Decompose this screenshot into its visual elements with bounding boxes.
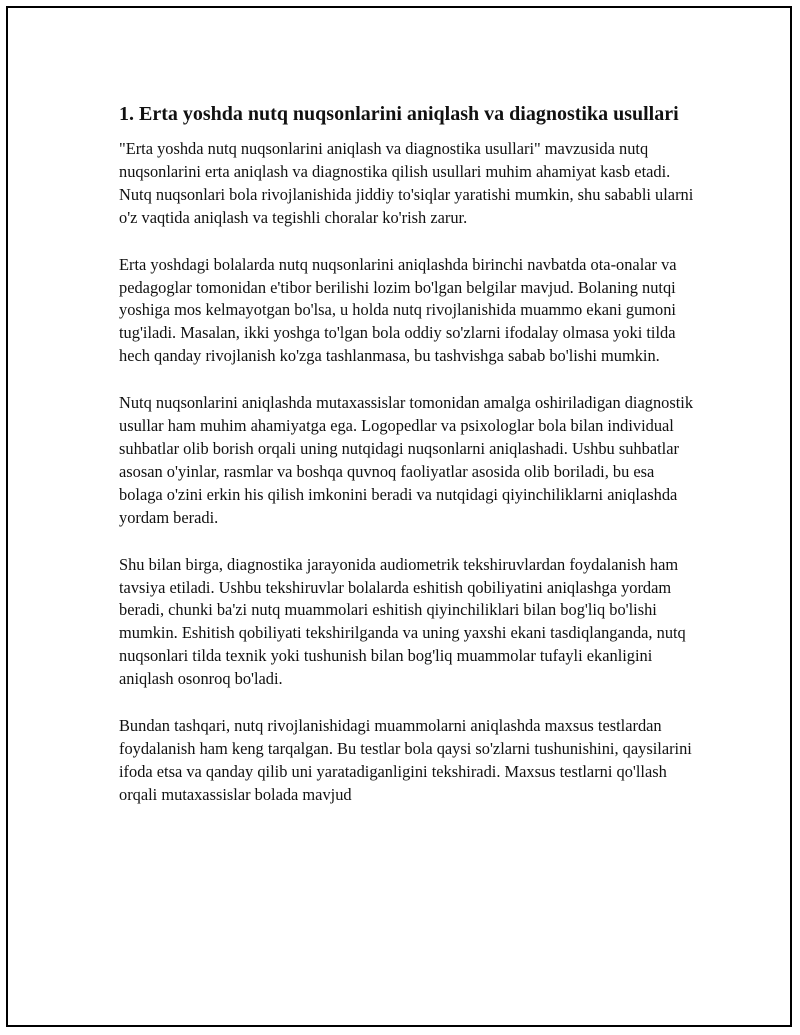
section-heading: 1. Erta yoshda nutq nuqsonlarini aniqlash va diagnostika usullari [119,103,679,125]
document-body [119,100,697,831]
paragraph-2: Erta yoshdagi bolalarda nutq nuqsonlarini aniqlashda birinchi navbatda ota-onalar va pedagoglar tomonidan e'tibor berilishi lozim bo'lgan belgilar mavjud. Bolaning nutqi yoshiga mos kelmayotgan bo'lsa, u holda nutq rivojlanishida muammo ekani gumoni tug'iladi. Masalan, ikki yoshga to'lgan bola oddiy so'zlarni ifodalay olmasa yoki tilda hech qanday rivojlanish ko'zga tashlanmasa, bu tashvishga sabab bo'lishi mumkin. [119,254,677,366]
paragraph-1: "Erta yoshda nutq nuqsonlarini aniqlash va diagnostika usullari" mavzusida nutq nuqsonlarini erta aniqlash va diagnostika qilish usullari muhim ahamiyat kasb etadi. Nutq nuqsonlari bola rivojlanishida jiddiy to'siqlar yaratishi mumkin, shu sababli ularni o'z vaqtida aniqlash va tegishli choralar ko'rish zarur. [119,139,694,227]
paragraph-5: Bundan tashqari, nutq rivojlanishidagi muammolarni aniqlashda maxsus testlardan foydalanish ham keng tarqalgan. Bu testlar bola qaysi so'zlarni tushunishini, qaysilarini ifoda etsa va qanday qilib uni yaratadiganligini tekshiradi. Maxsus testlarni qo'llash orqali mutaxassislar bolada mavjud [119,716,692,804]
paragraph-3: Nutq nuqsonlarini aniqlashda mutaxassislar tomonidan amalga oshiriladigan diagnostik usullar ham muhim ahamiyatga ega. Logopedlar va psixologlar bola bilan individual suhbatlar olib borish orqali uning nutqidagi nuqsonlarni aniqlashadi. Ushbu suhbatlar asosan o'yinlar, rasmlar va boshqa quvnoq faoliyatlar asosida olib boriladi, bu esa bolaga o'zini erkin his qilish imkonini beradi va nutqidagi qiyinchiliklarni aniqlashda yordam beradi. [119,393,694,527]
page-frame [6,6,792,1027]
paragraph-4: Shu bilan birga, diagnostika jarayonida audiometrik tekshiruvlardan foydalanish ham tavsiya etiladi. Ushbu tekshiruvlar bolalarda eshitish qobiliyatini aniqlashga yordam beradi, chunki ba'zi nutq muammolari eshitish qiyinchiliklari bilan bog'liq bo'lishi mumkin. Eshitish qobiliyati tekshirilganda va uning yaxshi ekani tasdiqlanganda, nutq nuqsonlari tilda texnik yoki tushunish bilan bog'liq muammolar tufayli ekanligini aniqlash osonroq bo'ladi. [119,554,686,689]
